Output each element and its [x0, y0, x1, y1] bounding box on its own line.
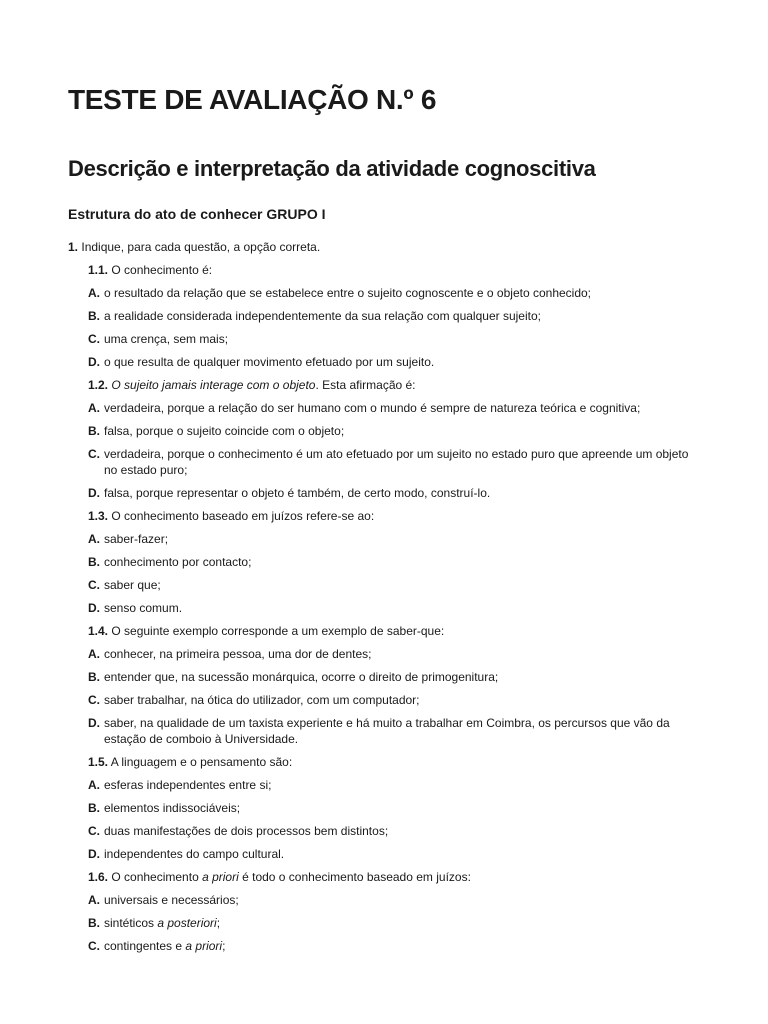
option-letter: A. [88, 778, 100, 792]
option-letter: C. [88, 447, 100, 461]
option-text: saber que; [104, 578, 161, 592]
question-number: 1.2. [88, 378, 109, 392]
option-text: verdadeira, porque a relação do ser humano com o mundo é sempre de natureza teórica e cognitiva; [104, 401, 641, 415]
option-b [88, 308, 704, 324]
question-1-1 [88, 262, 708, 278]
question-number: 1.1. [88, 263, 109, 277]
option-text-italic: a priori [185, 939, 223, 953]
option-letter: D. [88, 486, 100, 500]
question-text: Indique, para cada questão, a opção correta. [81, 240, 321, 254]
option-text: falsa, porque o sujeito coincide com o objeto; [104, 424, 345, 438]
question-number: 1.6. [88, 870, 109, 884]
question-text: O seguinte exemplo corresponde a um exemplo de saber-que: [111, 624, 445, 638]
option-b [88, 423, 704, 439]
question-1-4 [88, 623, 708, 639]
option-text: saber trabalhar, na ótica do utilizador, com um computador; [104, 693, 420, 707]
option-c [88, 446, 694, 478]
option-letter: B. [88, 424, 100, 438]
option-b [88, 800, 704, 816]
option-text: independentes do campo cultural. [104, 847, 285, 861]
option-letter: A. [88, 286, 100, 300]
question-text: A linguagem e o pensamento são: [110, 755, 293, 769]
option-letter: D. [88, 847, 100, 861]
option-d [88, 846, 704, 862]
option-letter: A. [88, 401, 100, 415]
question-1 [68, 239, 708, 255]
option-text: contingentes e [104, 939, 186, 953]
question-number: 1.3. [88, 509, 109, 523]
option-text: a realidade considerada independentemente da sua relação com qualquer sujeito; [104, 309, 541, 323]
option-text: o que resulta de qualquer movimento efetuado por um sujeito. [104, 355, 435, 369]
option-text: sintéticos [104, 916, 158, 930]
question-text: O conhecimento [111, 870, 203, 884]
question-text-italic: a priori [202, 870, 239, 884]
page-title: TESTE DE AVALIAÇÃO N.º 6 [68, 84, 437, 115]
option-c [88, 577, 704, 593]
question-1-3 [88, 508, 708, 524]
option-letter: B. [88, 916, 100, 930]
option-letter: D. [88, 716, 100, 730]
option-text: duas manifestações de dois processos bem distintos; [104, 824, 389, 838]
option-c [88, 938, 704, 954]
option-letter: A. [88, 532, 100, 546]
question-1-2 [88, 377, 708, 393]
option-b [88, 554, 704, 570]
question-number: 1.4. [88, 624, 109, 638]
section-heading: Estrutura do ato de conhecer GRUPO I [68, 206, 326, 222]
option-b [88, 669, 704, 685]
option-text: saber-fazer; [104, 532, 169, 546]
option-c [88, 692, 704, 708]
question-text: . Esta afirmação é: [315, 378, 416, 392]
question-number: 1.5. [88, 755, 109, 769]
option-d [88, 715, 704, 747]
option-text-italic: a posteriori [157, 916, 217, 930]
option-text: uma crença, sem mais; [104, 332, 229, 346]
option-text: conhecer, na primeira pessoa, uma dor de dentes; [104, 647, 372, 661]
option-letter: C. [88, 824, 100, 838]
option-letter: A. [88, 647, 100, 661]
question-text: O conhecimento baseado em juízos refere-se ao: [111, 509, 375, 523]
option-letter: B. [88, 670, 100, 684]
option-a [88, 777, 704, 793]
question-text-italic: O sujeito jamais interage com o objeto [111, 378, 316, 392]
option-text: verdadeira, porque o conhecimento é um ato efetuado por um sujeito no estado puro que apreende um objeto no estado puro; [104, 447, 689, 477]
question-text: é todo o conhecimento baseado em juízos: [238, 870, 471, 884]
question-1-6 [88, 869, 708, 885]
option-d [88, 485, 704, 501]
option-text: elementos indissociáveis; [104, 801, 241, 815]
option-text: ; [216, 916, 221, 930]
option-letter: C. [88, 578, 100, 592]
option-letter: B. [88, 309, 100, 323]
option-a [88, 531, 704, 547]
option-a [88, 285, 704, 301]
option-d [88, 600, 704, 616]
option-text: ; [222, 939, 226, 953]
option-text: saber, na qualidade de um taxista experiente e há muito a trabalhar em Coimbra, os percursos que vão da estação de comboio à Universidade. [104, 716, 670, 746]
option-b [88, 915, 704, 931]
option-letter: C. [88, 939, 100, 953]
option-letter: C. [88, 693, 100, 707]
option-c [88, 331, 704, 347]
question-1-5 [88, 754, 708, 770]
option-text: universais e necessários; [104, 893, 239, 907]
page-subtitle: Descrição e interpretação da atividade cognoscitiva [68, 156, 596, 181]
option-a [88, 892, 704, 908]
option-letter: C. [88, 332, 100, 346]
option-d [88, 354, 704, 370]
question-text: O conhecimento é: [111, 263, 213, 277]
option-text: falsa, porque representar o objeto é também, de certo modo, construí-lo. [104, 486, 491, 500]
option-letter: B. [88, 555, 100, 569]
option-text: esferas independentes entre si; [104, 778, 272, 792]
option-text: o resultado da relação que se estabelece entre o sujeito cognoscente e o objeto conhecido; [104, 286, 592, 300]
option-letter: B. [88, 801, 100, 815]
option-c [88, 823, 704, 839]
option-letter: A. [88, 893, 100, 907]
option-a [88, 646, 704, 662]
option-a [88, 400, 704, 416]
option-text: entender que, na sucessão monárquica, ocorre o direito de primogenitura; [104, 670, 499, 684]
option-letter: D. [88, 601, 100, 615]
option-text: conhecimento por contacto; [104, 555, 252, 569]
question-list [68, 239, 708, 961]
option-letter: D. [88, 355, 100, 369]
option-text: senso comum. [104, 601, 183, 615]
question-number: 1. [68, 240, 79, 254]
